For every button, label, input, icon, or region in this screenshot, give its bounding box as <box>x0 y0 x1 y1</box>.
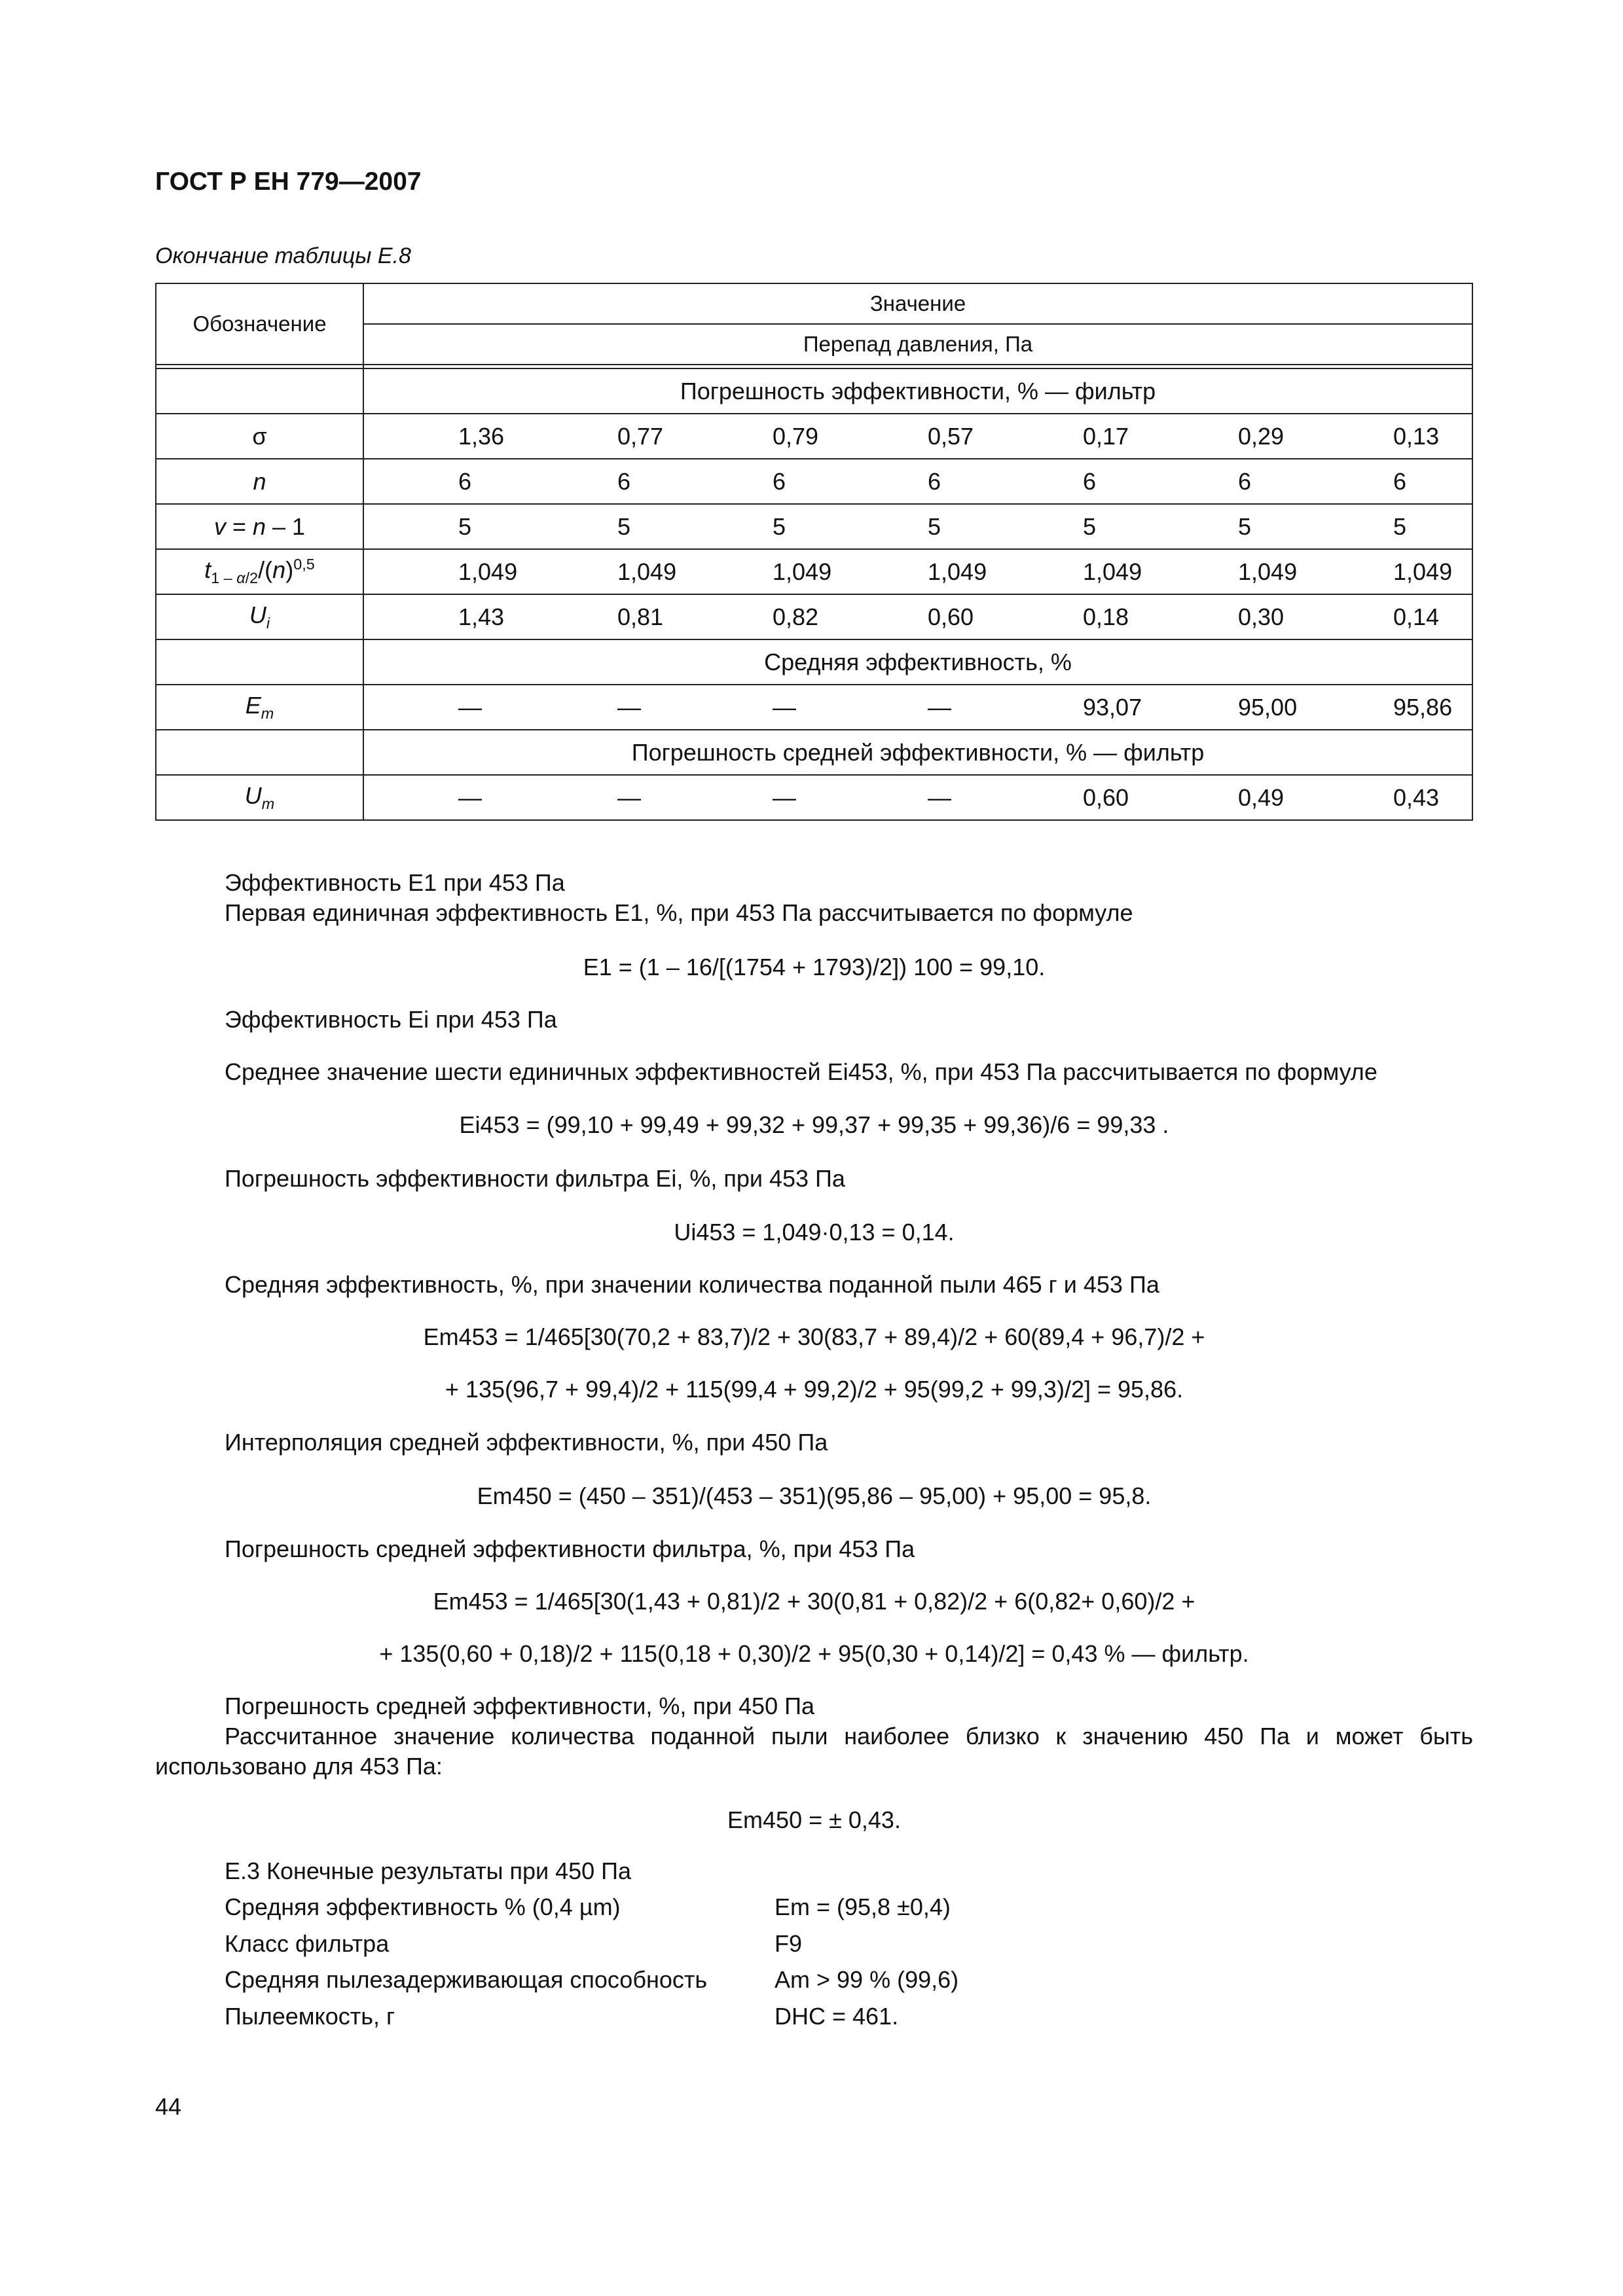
result-value: F9 <box>775 1930 803 1957</box>
empty-cell <box>156 639 363 685</box>
paragraph: Рассчитанное значение количества поданной пыли наиболее близко к значению 450 Па и может быть <box>225 1723 1473 1749</box>
row-t <box>364 550 1472 594</box>
result-value: Em = (95,8 ±0,4) <box>775 1893 951 1920</box>
cell: 0,77 <box>617 422 664 450</box>
formula: Ui453 = 1,049·0,13 = 0,14. <box>674 1219 955 1246</box>
symbol-t: $t_{1 - \alpha/2}/(n)^{0,5}$ <box>156 549 363 594</box>
cell: 0,82 <box>773 603 819 630</box>
cell: 5 <box>773 512 786 540</box>
data-table <box>155 283 1473 821</box>
result-label: Пылеемкость, г <box>225 2003 395 2030</box>
result-label: Средняя пылезадерживающая способность <box>225 1966 708 1993</box>
formula: Em453 = 1/465[30(70,2 + 83,7)/2 + 30(83,7 + 89,4)/2 + 60(89,4 + 96,7)/2 + <box>423 1323 1205 1350</box>
paragraph: Интерполяция средней эффективности, %, при 450 Па <box>225 1429 828 1456</box>
row-um <box>364 776 1472 819</box>
symbol-um: $U_m$ <box>156 775 363 820</box>
cell: 6 <box>458 467 472 495</box>
cell: 1,049 <box>1238 558 1298 585</box>
cell: 6 <box>773 467 786 495</box>
paragraph: Погрешность средней эффективности, %, при 450 Па <box>225 1693 814 1719</box>
cell: 0,18 <box>1083 603 1129 630</box>
cell: — <box>617 783 641 811</box>
paragraph: Первая единичная эффективность E1, %, при 453 Па рассчитывается по формуле <box>225 899 1133 926</box>
paragraph: Среднее значение шести единичных эффективностей Ei453, %, при 453 Па рассчитывается по формуле <box>225 1058 1377 1085</box>
result-label: Класс фильтра <box>225 1930 390 1957</box>
paragraph: Погрешность средней эффективности фильтра, %, при 453 Па <box>225 1535 915 1562</box>
cell: 6 <box>1393 467 1407 495</box>
cell: 0,17 <box>1083 422 1129 450</box>
band-efficiency-error: Погрешность эффективности, % — фильтр <box>363 368 1472 414</box>
cell: — <box>928 693 951 721</box>
result-value: Am > 99 % (99,6) <box>775 1966 959 1993</box>
cell: 0,30 <box>1238 603 1285 630</box>
band-average-efficiency-error: Погрешность средней эффективности, % — фильтр <box>363 730 1472 775</box>
cell: 6 <box>1238 467 1252 495</box>
row-v <box>364 505 1472 548</box>
formula: Em453 = 1/465[30(1,43 + 0,81)/2 + 30(0,81 + 0,82)/2 + 6(0,82+ 0,60)/2 + <box>433 1588 1195 1615</box>
cell: 1,049 <box>1393 558 1453 585</box>
cell: 5 <box>617 512 631 540</box>
results-title: Е.3 Конечные результаты при 450 Па <box>225 1857 632 1884</box>
paragraph: Средняя эффективность, %, при значении количества поданной пыли 465 г и 453 Па <box>225 1271 1159 1298</box>
cell: 0,13 <box>1393 422 1440 450</box>
symbol-v: v = n – 1 <box>156 504 363 549</box>
cell: 1,049 <box>928 558 987 585</box>
cell: 1,049 <box>773 558 832 585</box>
cell: 1,049 <box>617 558 677 585</box>
cell: 0,57 <box>928 422 974 450</box>
symbol-em: $E_m$ <box>156 685 363 730</box>
cell: 1,049 <box>458 558 518 585</box>
cell: 93,07 <box>1083 693 1142 721</box>
formula: Ei453 = (99,10 + 99,49 + 99,32 + 99,37 + 99,35 + 99,36)/6 = 99,33 . <box>459 1111 1169 1138</box>
cell: — <box>928 783 951 811</box>
empty-cell <box>156 730 363 775</box>
paragraph: Эффективность E1 при 453 Па <box>225 869 565 896</box>
pressure-drop-subheader: Перепад давления, Па <box>363 324 1472 365</box>
cell: 6 <box>928 467 941 495</box>
band-average-efficiency: Средняя эффективность, % <box>363 639 1472 685</box>
cell: 0,14 <box>1393 603 1440 630</box>
cell: — <box>617 693 641 721</box>
table-caption: Окончание таблицы Е.8 <box>155 243 411 268</box>
cell: — <box>458 783 482 811</box>
cell: 5 <box>928 512 941 540</box>
cell: 1,36 <box>458 422 505 450</box>
document-header: ГОСТ Р ЕН 779—2007 <box>155 168 422 196</box>
row-sigma <box>364 414 1472 458</box>
page-number: 44 <box>155 2093 182 2120</box>
cell: 0,49 <box>1238 783 1285 811</box>
cell: 5 <box>1083 512 1097 540</box>
paragraph: Эффективность Ei при 453 Па <box>225 1006 557 1033</box>
cell: 1,049 <box>1083 558 1142 585</box>
formula: Em450 = ± 0,43. <box>727 1806 901 1833</box>
row-em <box>364 685 1472 729</box>
result-value: DHC = 461. <box>775 2003 899 2030</box>
cell: 5 <box>1393 512 1407 540</box>
formula: + 135(96,7 + 99,4)/2 + 115(99,4 + 99,2)/2 + 95(99,2 + 99,3)/2] = 95,86. <box>445 1376 1184 1403</box>
symbol-ui: $U_i$ <box>156 594 363 639</box>
cell: — <box>773 783 796 811</box>
paragraph: использовано для 453 Па: <box>155 1753 443 1780</box>
result-label: Средняя эффективность % (0,4 µm) <box>225 1893 621 1920</box>
symbol-sigma: σ <box>156 414 363 459</box>
formula: + 135(0,60 + 0,18)/2 + 115(0,18 + 0,30)/2 + 95(0,30 + 0,14)/2] = 0,43 % — фильтр. <box>379 1640 1249 1667</box>
cell: 1,43 <box>458 603 505 630</box>
cell: 0,29 <box>1238 422 1285 450</box>
cell: 95,00 <box>1238 693 1298 721</box>
cell: — <box>458 693 482 721</box>
cell: 6 <box>1083 467 1097 495</box>
empty-cell <box>156 368 363 414</box>
row-n <box>364 459 1472 503</box>
symbol-n: n <box>156 459 363 504</box>
cell: 0,43 <box>1393 783 1440 811</box>
cell: 0,79 <box>773 422 819 450</box>
cell: 95,86 <box>1393 693 1453 721</box>
cell: 6 <box>617 467 631 495</box>
column-value-header: Значение <box>363 283 1472 324</box>
formula: Em450 = (450 – 351)/(453 – 351)(95,86 – 95,00) + 95,00 = 95,8. <box>477 1482 1152 1509</box>
cell: 0,60 <box>1083 783 1129 811</box>
cell: 5 <box>458 512 472 540</box>
formula: E1 = (1 – 16/[(1754 + 1793)/2]) 100 = 99,10. <box>583 954 1046 980</box>
paragraph: Погрешность эффективности фильтра Ei, %, при 453 Па <box>225 1165 845 1192</box>
column-designation-header: Обозначение <box>156 283 363 365</box>
cell: 0,60 <box>928 603 974 630</box>
cell: — <box>773 693 796 721</box>
cell: 5 <box>1238 512 1252 540</box>
cell: 0,81 <box>617 603 664 630</box>
row-u <box>364 595 1472 639</box>
